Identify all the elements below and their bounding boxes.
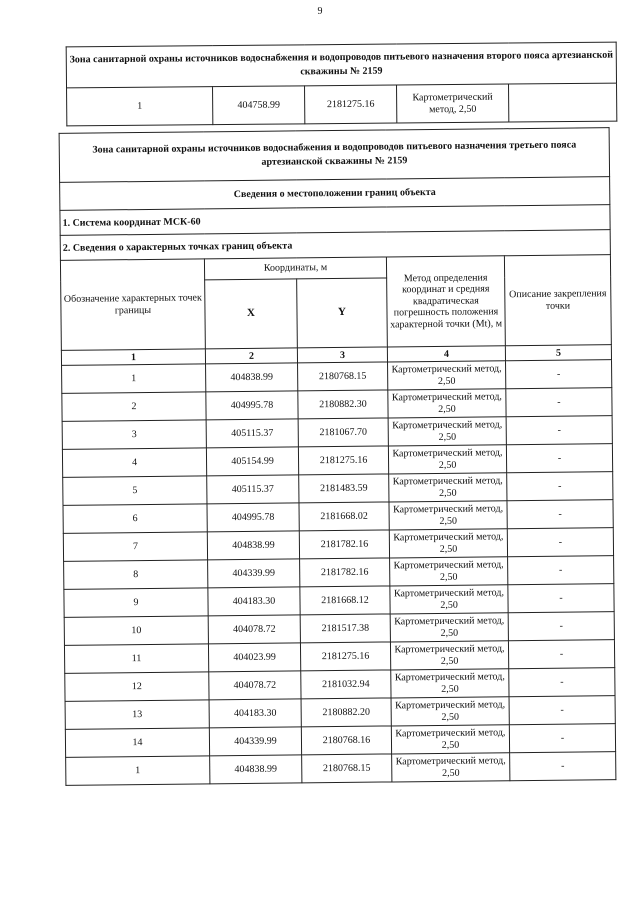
coord-system: 1. Система координат МСК-60 [60, 205, 610, 236]
cell-method: Картометрический метод, 2,50 [388, 445, 506, 474]
cell-desc [509, 83, 617, 122]
cell-y: 2180882.20 [301, 698, 391, 727]
cell-desc: - [506, 360, 612, 389]
cell-y: 2181275.16 [298, 446, 388, 475]
cell-point: 1 [66, 756, 210, 786]
cell-x: 404838.99 [206, 363, 298, 392]
cell-y: 2181668.02 [299, 502, 389, 531]
col-number: 5 [505, 345, 611, 361]
cell-point: 8 [64, 560, 208, 590]
cell-y: 2181483.59 [299, 474, 389, 503]
cell-method: Картометрический метод, 2,50 [391, 669, 509, 698]
cell-point: 9 [64, 588, 208, 618]
cell-desc: - [509, 696, 615, 725]
cell-desc: - [507, 528, 613, 557]
cell-method: Картометрический метод, 2,50 [388, 417, 506, 446]
cell-method: Картометрический метод, 2,50 [397, 84, 509, 123]
cell-x: 405115.37 [207, 475, 299, 504]
cell-method: Картометрический метод, 2,50 [391, 725, 509, 754]
cell-method: Картометрический метод, 2,50 [389, 501, 507, 530]
cell-y: 2181032.94 [301, 670, 391, 699]
cell-method: Картометрический метод, 2,50 [389, 529, 507, 558]
cell-method: Картометрический метод, 2,50 [390, 641, 508, 670]
cell-point: 13 [65, 700, 209, 730]
cell-x: 404758.99 [213, 86, 305, 125]
cell-point: 2 [62, 392, 206, 422]
cell-y: 2181517.38 [300, 614, 390, 643]
cell-x: 404838.99 [207, 531, 299, 560]
cell-desc: - [508, 640, 614, 669]
cell-method: Картометрический метод, 2,50 [392, 753, 510, 782]
cell-method: Картометрический метод, 2,50 [388, 361, 506, 390]
col-number: 3 [297, 347, 387, 363]
cell-desc: - [510, 752, 616, 781]
cell-desc: - [509, 668, 615, 697]
zone2-table [66, 42, 618, 127]
cell-point: 1 [62, 364, 206, 394]
header-desc: Описание закрепления точки [504, 255, 611, 346]
cell-y: 2180768.15 [298, 362, 388, 391]
cell-method: Картометрический метод, 2,50 [391, 697, 509, 726]
cell-point: 12 [65, 672, 209, 702]
cell-x: 404078.72 [209, 671, 301, 700]
cell-x: 404078.72 [208, 615, 300, 644]
cell-method: Картометрический метод, 2,50 [390, 557, 508, 586]
cell-method: Картометрический метод, 2,50 [389, 473, 507, 502]
cell-x: 404023.99 [208, 643, 300, 672]
header-coords: Координаты, м [204, 257, 386, 280]
cell-y: 2181275.16 [300, 642, 390, 671]
cell-point: 14 [65, 728, 209, 758]
cell-y: 2181782.16 [299, 530, 389, 559]
points-header: 2. Сведения о характерных точках границ объекта [60, 230, 610, 261]
zone3-title: Зона санитарной охраны источников водоснабжения и водопроводов питьевого назначения третьего пояса артезианской скважины № 2159 [59, 128, 609, 183]
cell-x: 404339.99 [209, 727, 301, 756]
cell-desc: - [508, 556, 614, 585]
cell-x: 404183.30 [208, 587, 300, 616]
cell-point: 5 [63, 476, 207, 506]
zone2-row [67, 83, 617, 126]
cell-point: 4 [62, 448, 206, 478]
cell-point: 7 [63, 532, 207, 562]
cell-point: 10 [64, 616, 208, 646]
cell-desc: - [507, 472, 613, 501]
cell-y: 2180882.30 [298, 390, 388, 419]
cell-desc: - [508, 584, 614, 613]
cell-desc: - [506, 416, 612, 445]
cell-desc: - [506, 388, 612, 417]
cell-x: 404995.78 [207, 503, 299, 532]
zone3-table [59, 127, 617, 786]
cell-x: 404838.99 [210, 755, 302, 784]
cell-method: Картометрический метод, 2,50 [390, 613, 508, 642]
col-number: 4 [387, 346, 505, 362]
cell-y: 2180768.15 [302, 754, 392, 783]
page-number: 9 [317, 6, 323, 17]
section-info: Сведения о местоположении границ объекта [60, 177, 610, 211]
cell-x: 404183.30 [209, 699, 301, 728]
header-y: Y [297, 278, 388, 348]
points-table-body [62, 360, 616, 786]
cell-point: 11 [64, 644, 208, 674]
cell-desc: - [507, 500, 613, 529]
cell-desc: - [508, 612, 614, 641]
cell-point: 6 [63, 504, 207, 534]
cell-y: 2181067.70 [298, 418, 388, 447]
cell-x: 404995.78 [206, 391, 298, 420]
table-row [66, 752, 616, 786]
cell-y: 2181275.16 [305, 85, 397, 124]
cell-method: Картометрический метод, 2,50 [390, 585, 508, 614]
cell-y: 2181782.16 [300, 558, 390, 587]
cell-desc: - [506, 444, 612, 473]
header-x: X [205, 279, 298, 349]
cell-y: 2181668.12 [300, 586, 390, 615]
col-number: 1 [61, 349, 205, 366]
zone2-title: Зона санитарной охраны источников водоснабжения и водопроводов питьевого назначения второго пояса артезианской скважины № 2159 [66, 42, 616, 88]
cell-y: 2180768.16 [301, 726, 391, 755]
header-point: Обозначение характерных точек границы [60, 259, 205, 351]
cell-x: 405154.99 [206, 447, 298, 476]
cell-point: 3 [62, 420, 206, 450]
cell-point: 1 [67, 87, 213, 126]
cell-x: 405115.37 [206, 419, 298, 448]
header-method: Метод определения координат и средняя квадратическая погрешность положения характерной точки (Mt), м [386, 256, 505, 347]
cell-x: 404339.99 [208, 559, 300, 588]
col-number: 2 [205, 348, 297, 364]
cell-method: Картометрический метод, 2,50 [388, 389, 506, 418]
cell-desc: - [509, 724, 615, 753]
